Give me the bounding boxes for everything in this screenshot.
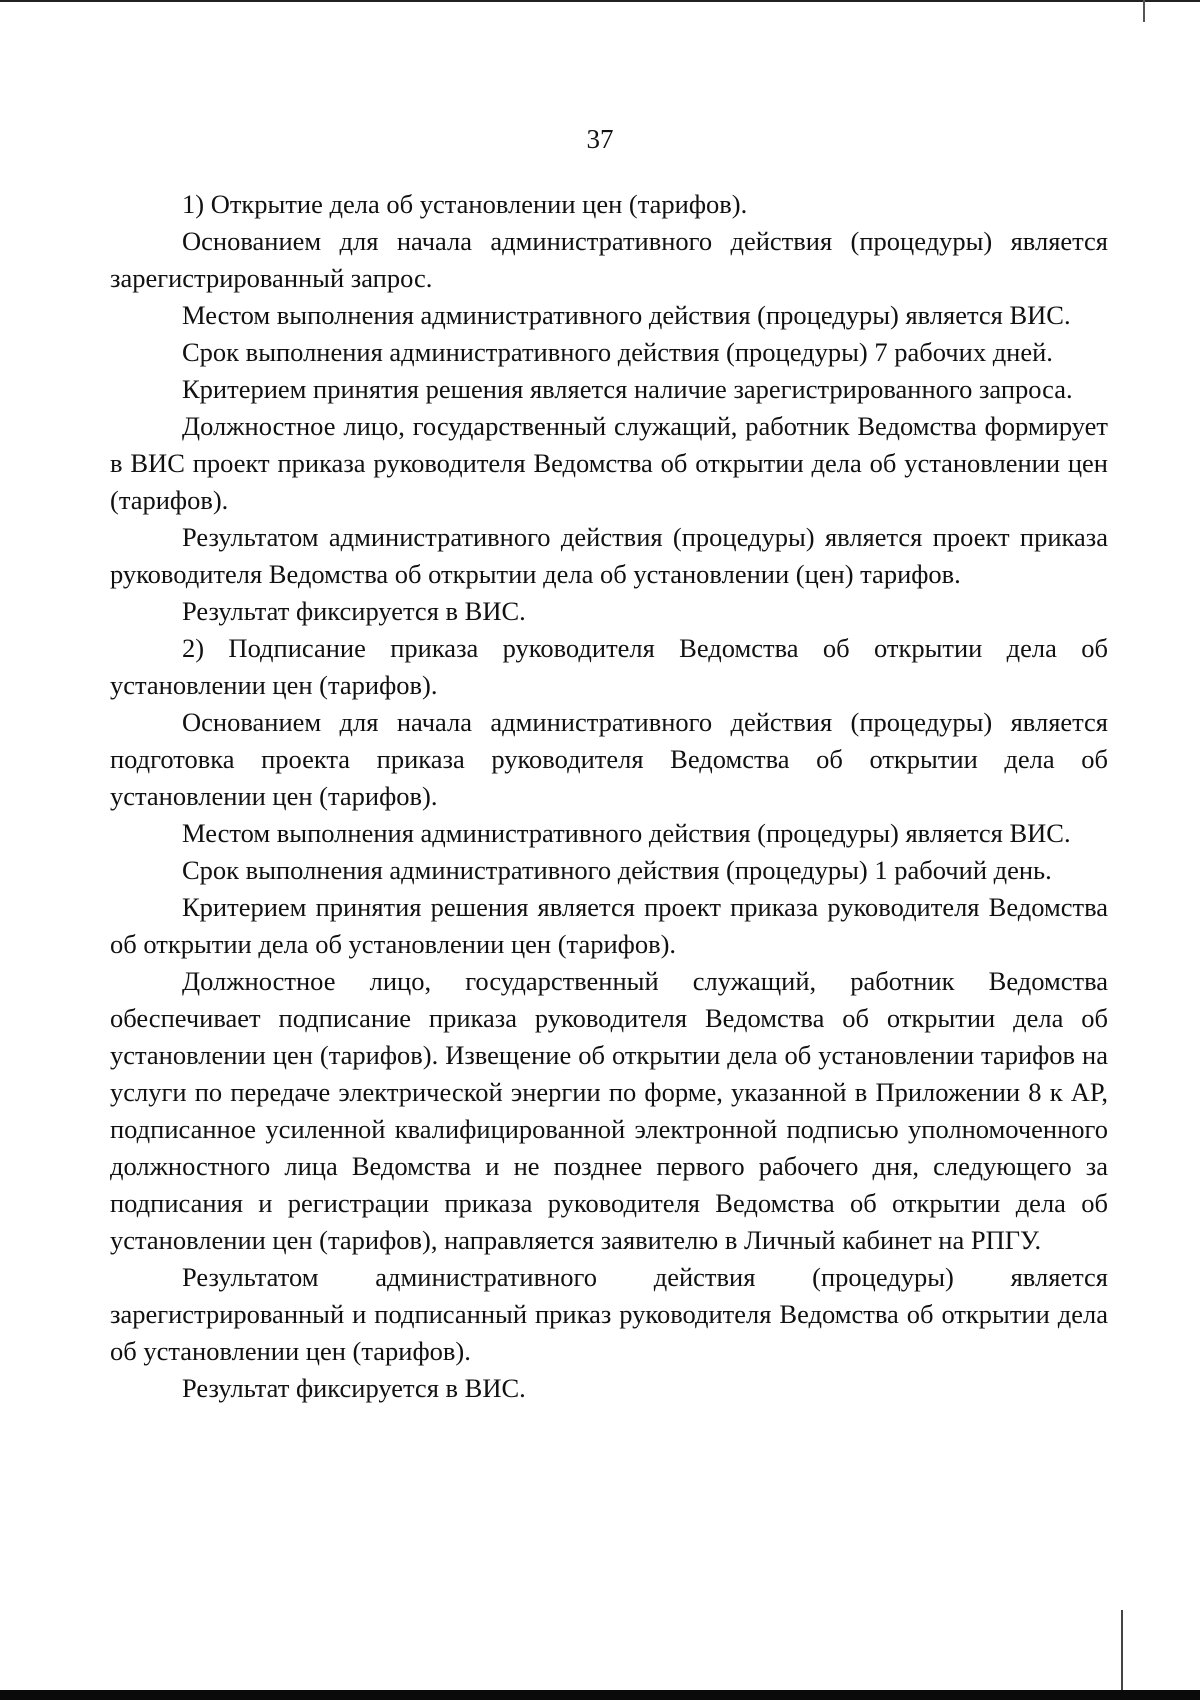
paragraph-place-1: Местом выполнения административного действия (процедуры) является ВИС. (182, 300, 1071, 330)
paragraph-term-2: Срок выполнения административного действия (процедуры) 1 рабочий день. (182, 855, 1052, 885)
paragraph-term-1: Срок выполнения административного действия (процедуры) 7 рабочих дней. (182, 337, 1053, 367)
paragraph-place-2: Местом выполнения административного действия (процедуры) является ВИС. (182, 818, 1071, 848)
paragraph-result-1: Результатом административного действия (процедуры) является проект приказа руководителя Ведомства об открытии дела об установлении (цен) тарифов. (110, 522, 1108, 589)
paragraph-official-1: Должностное лицо, государственный служащий, работник Ведомства формирует в ВИС проект приказа руководителя Ведомства об открытии дела об установлении цен (тарифов). (110, 411, 1108, 515)
paragraph-criterion-1: Критерием принятия решения является наличие зарегистрированного запроса. (182, 374, 1073, 404)
paragraph-basis-1: Основанием для начала административного действия (процедуры) является зарегистрированный запрос. (110, 226, 1108, 293)
scan-artifact-line-bottom (1121, 1610, 1123, 1690)
paragraph-fixation-1: Результат фиксируется в ВИС. (182, 596, 526, 626)
document-body (110, 186, 1108, 1407)
paragraph-item-1-title: 1) Открытие дела об установлении цен (тарифов). (182, 189, 748, 219)
paragraph-official-2: Должностное лицо, государственный служащий, работник Ведомства обеспечивает подписание приказа руководителя Ведомства об открытии дела об установлении цен (тарифов). Извещение об открытии дела об установлении тарифов на услуги по передаче электрической энергии по форме, указанной в Приложении 8 к АР, подписанное усиленной квалифицированной электронной подписью уполномоченного должностного лица Ведомства и не позднее первого рабочего дня, следующего за подписания и регистрации приказа руководителя Ведомства об открытии дела об установлении цен (тарифов), направляется заявителю в Личный кабинет на РПГУ. (110, 966, 1108, 1255)
paragraph-fixation-2: Результат фиксируется в ВИС. (182, 1373, 526, 1403)
paragraph-criterion-2: Критерием принятия решения является проект приказа руководителя Ведомства об открытии дела об установлении цен (тарифов). (110, 892, 1108, 959)
page-number: 37 (586, 124, 614, 154)
scan-edge-top (0, 0, 1200, 2)
paragraph-item-2-title: 2) Подписание приказа руководителя Ведомства об открытии дела об установлении цен (тарифов). (110, 633, 1108, 700)
scan-artifact-line (1143, 0, 1145, 22)
scan-edge-bottom (0, 1690, 1200, 1700)
paragraph-basis-2: Основанием для начала административного действия (процедуры) является подготовка проекта приказа руководителя Ведомства об открытии дела об установлении цен (тарифов). (110, 707, 1108, 811)
paragraph-result-2: Результатом административного действия (процедуры) является зарегистрированный и подписанный приказ руководителя Ведомства об открытии дела об установлении цен (тарифов). (110, 1262, 1108, 1366)
